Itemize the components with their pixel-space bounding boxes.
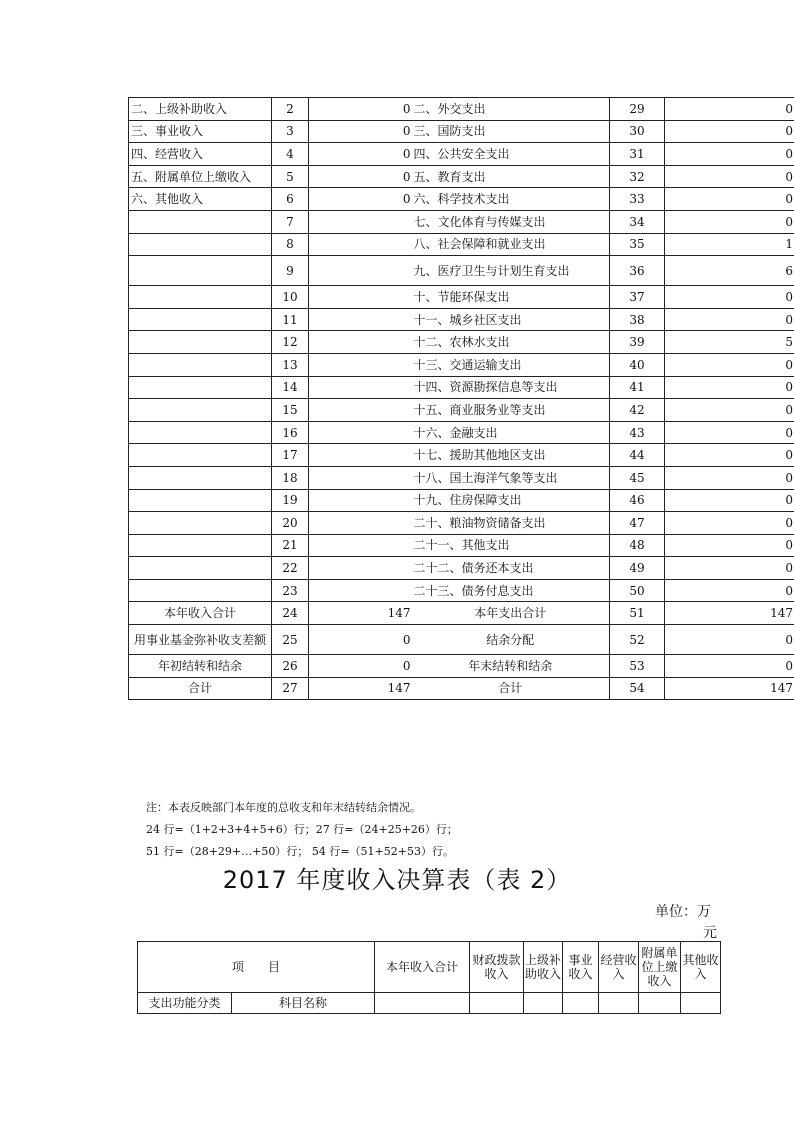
right-item-cell: 十八、国土海洋气象等支出 [412,466,610,489]
right-amount: 0 [665,421,794,444]
right-item-cell: 十六、金融支出 [412,421,610,444]
header-other: 其他收入 [681,942,721,993]
header-item: 项 目 [138,942,375,993]
right-amount: 147 [665,602,794,625]
right-amount: 0 [665,655,794,678]
right-line-number: 54 [610,677,665,700]
left-line-number: 19 [272,489,309,512]
table-row [129,376,794,399]
left-line-number: 12 [272,331,309,354]
empty-cell [375,993,470,1014]
left-line-number: 10 [272,286,309,309]
right-item-cell: 本年支出合计 [412,602,610,625]
right-line-number: 33 [610,188,665,211]
right-amount: 0 [665,165,794,188]
note-line-1: 注：本表反映部门本年度的总收支和年末结转结余情况。 [146,801,421,814]
right-line-number: 29 [610,98,665,121]
left-line-number: 14 [272,376,309,399]
right-line-number: 48 [610,534,665,557]
right-amount: 0 [665,512,794,535]
left-line-number: 13 [272,353,309,376]
right-amount: 0 [665,286,794,309]
empty-cell [639,993,681,1014]
left-amount: 0 [309,143,412,166]
left-item-cell: 二、上级补助收入 [129,98,272,121]
header-fiscal: 财政拨款收入 [470,942,524,993]
left-amount: 0 [309,188,412,211]
right-line-number: 38 [610,308,665,331]
left-item-cell: 六、其他收入 [129,188,272,211]
unit-label-continued: 元 [703,925,717,941]
left-item-cell [129,233,272,256]
right-item-cell: 十七、援助其他地区支出 [412,444,610,467]
left-line-number: 27 [272,677,309,700]
left-item-cell [129,256,272,286]
right-item-cell: 二、外交支出 [412,98,610,121]
left-amount [309,256,412,286]
left-item-cell [129,512,272,535]
left-line-number: 23 [272,579,309,602]
right-line-number: 36 [610,256,665,286]
empty-cell [681,993,721,1014]
table-row [129,331,794,354]
header-business: 事业收入 [563,942,599,993]
left-item-cell: 合计 [129,677,272,700]
right-item-cell: 结余分配 [412,625,610,655]
right-line-number: 49 [610,557,665,580]
right-amount: 0 [665,376,794,399]
right-amount: 0 [665,98,794,121]
left-amount [309,286,412,309]
right-item-cell: 五、教育支出 [412,165,610,188]
right-item-cell: 十三、交通运输支出 [412,353,610,376]
table-row [129,602,794,625]
unit-label: 单位：万 [655,904,711,920]
left-item-cell [129,489,272,512]
right-amount: 0 [665,444,794,467]
empty-cell [563,993,599,1014]
right-amount: 0 [665,489,794,512]
left-line-number: 7 [272,210,309,233]
table-row [129,286,794,309]
right-line-number: 47 [610,512,665,535]
right-item-cell: 二十一、其他支出 [412,534,610,557]
table-row [129,143,794,166]
right-line-number: 40 [610,353,665,376]
table-row [129,399,794,422]
empty-cell [524,993,563,1014]
left-amount: 0 [309,120,412,143]
table-row [129,98,794,121]
income-expense-table [128,97,794,700]
right-item-cell: 八、社会保障和就业支出 [412,233,610,256]
right-item-cell: 六、科学技术支出 [412,188,610,211]
right-line-number: 51 [610,602,665,625]
table2-title: 2017 年度收入决算表（表 2） [222,866,572,894]
table-row [129,233,794,256]
left-item-cell [129,421,272,444]
right-line-number: 46 [610,489,665,512]
left-line-number: 8 [272,233,309,256]
left-item-cell [129,444,272,467]
right-item-cell: 十四、资源勘探信息等支出 [412,376,610,399]
right-item-cell: 七、文化体育与传媒支出 [412,210,610,233]
left-amount [309,353,412,376]
left-line-number: 18 [272,466,309,489]
left-line-number: 16 [272,421,309,444]
left-item-cell [129,557,272,580]
table-row [129,512,794,535]
table-row [129,165,794,188]
left-amount [309,489,412,512]
right-item-cell: 十九、住房保障支出 [412,489,610,512]
left-item-cell: 本年收入合计 [129,602,272,625]
left-line-number: 2 [272,98,309,121]
right-amount: 0 [665,308,794,331]
right-amount: 5 [665,331,794,354]
left-amount [309,331,412,354]
left-item-cell [129,399,272,422]
left-item-cell: 年初结转和结余 [129,655,272,678]
table-row [129,557,794,580]
left-line-number: 17 [272,444,309,467]
left-amount [309,512,412,535]
right-item-cell: 二十三、债务付息支出 [412,579,610,602]
left-amount: 0 [309,165,412,188]
table-row [129,421,794,444]
left-amount [309,557,412,580]
right-amount: 0 [665,399,794,422]
left-item-cell: 五、附属单位上缴收入 [129,165,272,188]
table-row [129,466,794,489]
right-line-number: 50 [610,579,665,602]
left-amount [309,233,412,256]
right-item-cell: 三、国防支出 [412,120,610,143]
left-item-cell: 用事业基金弥补收支差额 [129,625,272,655]
left-line-number: 25 [272,625,309,655]
table-row [129,353,794,376]
right-item-cell: 二十、粮油物资储备支出 [412,512,610,535]
table-row [129,625,794,655]
right-item-cell: 十二、农林水支出 [412,331,610,354]
table-row [129,489,794,512]
note-line-2: 24 行=（1+2+3+4+5+6）行；27 行=（24+25+26）行； [146,823,458,836]
right-line-number: 53 [610,655,665,678]
table-row [129,444,794,467]
left-item-cell: 四、经营收入 [129,143,272,166]
right-amount: 0 [665,120,794,143]
right-amount: 0 [665,188,794,211]
subheader-category: 支出功能分类 [138,993,232,1014]
left-amount: 147 [309,677,412,700]
left-item-cell [129,466,272,489]
right-item-cell: 九、医疗卫生与计划生育支出 [412,256,610,286]
right-item-cell: 二十二、债务还本支出 [412,557,610,580]
left-amount: 0 [309,98,412,121]
right-line-number: 44 [610,444,665,467]
left-amount [309,210,412,233]
right-amount: 0 [665,143,794,166]
left-item-cell [129,353,272,376]
header-total: 本年收入合计 [375,942,470,993]
right-line-number: 31 [610,143,665,166]
left-amount [309,376,412,399]
left-line-number: 21 [272,534,309,557]
right-amount: 1 [665,233,794,256]
left-amount [309,466,412,489]
right-line-number: 30 [610,120,665,143]
left-line-number: 5 [272,165,309,188]
left-item-cell [129,534,272,557]
left-item-cell [129,210,272,233]
left-item-cell [129,376,272,399]
table-row [129,534,794,557]
note-line-3: 51 行=（28+29+…+50）行； 54 行=（51+52+53）行。 [146,845,454,858]
right-line-number: 41 [610,376,665,399]
left-item-cell [129,286,272,309]
right-line-number: 37 [610,286,665,309]
left-amount [309,579,412,602]
left-amount: 0 [309,625,412,655]
empty-cell [470,993,524,1014]
right-item-cell: 十、节能环保支出 [412,286,610,309]
table-row [129,120,794,143]
right-item-cell: 四、公共安全支出 [412,143,610,166]
right-amount: 0 [665,534,794,557]
left-item-cell [129,331,272,354]
table-row [129,308,794,331]
right-line-number: 42 [610,399,665,422]
income-statement-table [137,941,721,1014]
left-amount: 0 [309,655,412,678]
right-amount: 0 [665,210,794,233]
right-line-number: 43 [610,421,665,444]
right-amount: 6 [665,256,794,286]
right-amount: 0 [665,579,794,602]
right-item-cell: 十五、商业服务业等支出 [412,399,610,422]
table-row [129,210,794,233]
header-operating: 经营收入 [599,942,639,993]
left-line-number: 3 [272,120,309,143]
left-item-cell [129,308,272,331]
header-affiliated: 附属单位上缴收入 [639,942,681,993]
right-line-number: 52 [610,625,665,655]
right-amount: 0 [665,625,794,655]
table-row [129,256,794,286]
empty-cell [599,993,639,1014]
right-line-number: 35 [610,233,665,256]
right-amount: 147 [665,677,794,700]
right-item-cell: 年末结转和结余 [412,655,610,678]
left-item-cell [129,579,272,602]
right-amount: 0 [665,353,794,376]
left-line-number: 6 [272,188,309,211]
right-item-cell: 十一、城乡社区支出 [412,308,610,331]
subheader-subject: 科目名称 [232,993,375,1014]
left-line-number: 11 [272,308,309,331]
left-line-number: 24 [272,602,309,625]
left-amount [309,444,412,467]
left-amount [309,308,412,331]
left-line-number: 20 [272,512,309,535]
right-amount: 0 [665,466,794,489]
left-amount [309,534,412,557]
left-line-number: 9 [272,256,309,286]
left-line-number: 22 [272,557,309,580]
table-row [129,188,794,211]
table-row [129,655,794,678]
right-line-number: 39 [610,331,665,354]
table-row [129,677,794,700]
left-line-number: 15 [272,399,309,422]
left-amount: 147 [309,602,412,625]
right-line-number: 45 [610,466,665,489]
left-line-number: 4 [272,143,309,166]
right-line-number: 34 [610,210,665,233]
right-line-number: 32 [610,165,665,188]
header-superior: 上级补助收入 [524,942,563,993]
right-item-cell: 合计 [412,677,610,700]
left-amount [309,421,412,444]
table-row [129,579,794,602]
right-amount: 0 [665,557,794,580]
left-amount [309,399,412,422]
left-item-cell: 三、事业收入 [129,120,272,143]
left-line-number: 26 [272,655,309,678]
